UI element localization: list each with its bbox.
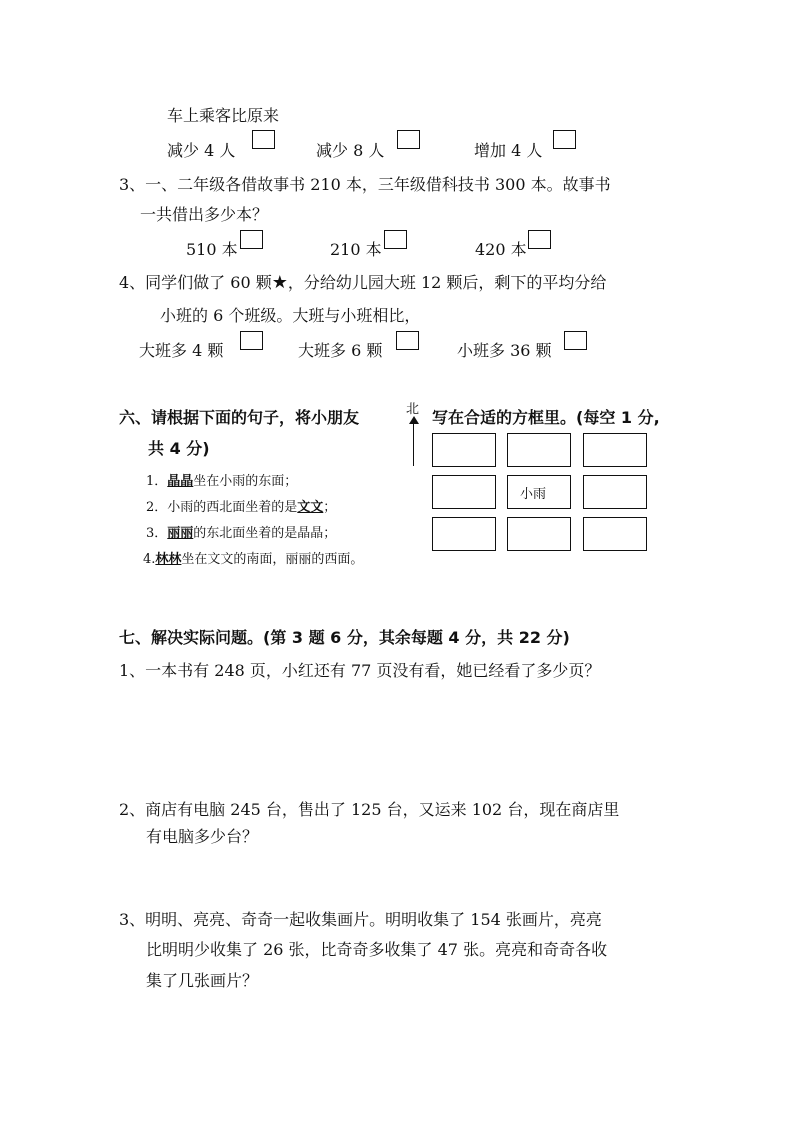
q3-option-1: 510 本 <box>186 240 238 259</box>
seat-box-n[interactable] <box>507 433 571 467</box>
seat-label-xiaoyu: 小雨 <box>520 487 547 502</box>
q4-option-1: 大班多 4 颗 <box>139 341 224 360</box>
q4-option-2: 大班多 6 颗 <box>298 341 383 360</box>
problem-1: 1、一本书有 248 页，小红还有 77 页没有看，她已经看了多少页？ <box>119 661 601 680</box>
seat-box-ne[interactable] <box>583 433 647 467</box>
q2-option-3: 增加 4 人 <box>474 141 543 160</box>
problem-2-line-1: 2、商店有电脑 245 台，售出了 125 台，又运来 102 台，现在商店里 <box>119 800 620 819</box>
seat-box-s[interactable] <box>507 517 571 551</box>
name-wenwen: 文文 <box>297 500 324 515</box>
section7-title: 七、解决实际问题。(第 3 题 6 分，其余每题 4 分，共 22 分) <box>119 628 570 647</box>
problem-3-line-2: 比明明少收集了 26 张，比奇奇多收集了 47 张。亮亮和奇奇各收 <box>146 940 608 959</box>
answer-box[interactable] <box>553 130 576 149</box>
q4-line-1-start: 4、同学们做了 60 颗 <box>119 273 272 292</box>
section6-title-part-c: 共 4 分) <box>148 439 210 458</box>
sentence-1-pre: 1． <box>146 474 168 489</box>
answer-box[interactable] <box>397 130 420 149</box>
sentence-2-post: ； <box>323 500 337 515</box>
problem-3-line-1: 3、明明、亮亮、奇奇一起收集画片。明明收集了 154 张画片，亮亮 <box>119 910 602 929</box>
sentence-4-pre: 4. <box>143 552 156 567</box>
q2-option-2: 减少 8 人 <box>316 141 385 160</box>
sentence-3-pre: 3． <box>146 526 168 541</box>
q3-option-2: 210 本 <box>330 240 382 259</box>
sentence-2 <box>146 498 336 518</box>
seat-box-nw[interactable] <box>432 433 496 467</box>
answer-box[interactable] <box>252 130 275 149</box>
seat-box-se[interactable] <box>583 517 647 551</box>
q3-option-3: 420 本 <box>475 240 527 259</box>
q3-line-1: 3、一、二年级各借故事书 210 本，三年级借科技书 300 本。故事书 <box>119 175 611 194</box>
north-arrow-line <box>413 420 414 466</box>
problem-3-line-3: 集了几张画片？ <box>146 971 259 990</box>
seat-box-w[interactable] <box>432 475 496 509</box>
name-linlin: 林林 <box>155 552 182 567</box>
name-lili: 丽丽 <box>167 526 194 541</box>
answer-box[interactable] <box>396 331 419 350</box>
north-label: 北 <box>406 402 420 417</box>
section6-title-part-a: 六、请根据下面的句子，将小朋友 <box>119 408 360 427</box>
sentence-3 <box>146 524 336 544</box>
seat-box-center <box>507 475 571 509</box>
answer-box[interactable] <box>240 331 263 350</box>
name-jingjing: 晶晶 <box>167 474 194 489</box>
seat-box-sw[interactable] <box>432 517 496 551</box>
answer-box[interactable] <box>564 331 587 350</box>
q4-line-2: 小班的 6 个班级。大班与小班相比， <box>160 306 421 325</box>
sentence-1-post: 坐在小雨的东面； <box>193 474 298 489</box>
q4-line-1-end: ，分给幼儿园大班 12 颗后，剩下的平均分给 <box>287 273 607 292</box>
q4-line-1 <box>119 273 606 293</box>
sentence-4-post: 坐在文文的南面，丽丽的西面。 <box>181 552 364 567</box>
q3-line-2: 一共借出多少本？ <box>140 205 269 224</box>
seat-box-e[interactable] <box>583 475 647 509</box>
sentence-1 <box>146 472 297 492</box>
answer-box[interactable] <box>528 230 551 249</box>
sentence-3-post: 的东北面坐着的是晶晶； <box>193 526 337 541</box>
answer-box[interactable] <box>384 230 407 249</box>
star-icon: ★ <box>271 272 288 293</box>
sentence-2-pre: 2．小雨的西北面坐着的是 <box>146 500 298 515</box>
q2-option-1: 减少 4 人 <box>167 141 236 160</box>
sentence-4 <box>143 550 363 570</box>
q2-tail-line: 车上乘客比原来 <box>167 106 280 125</box>
problem-2-line-2: 有电脑多少台？ <box>146 827 259 846</box>
section6-title-part-b: 写在合适的方框里。(每空 1 分, <box>432 408 660 427</box>
answer-box[interactable] <box>240 230 263 249</box>
q4-option-3: 小班多 36 颗 <box>457 341 552 360</box>
